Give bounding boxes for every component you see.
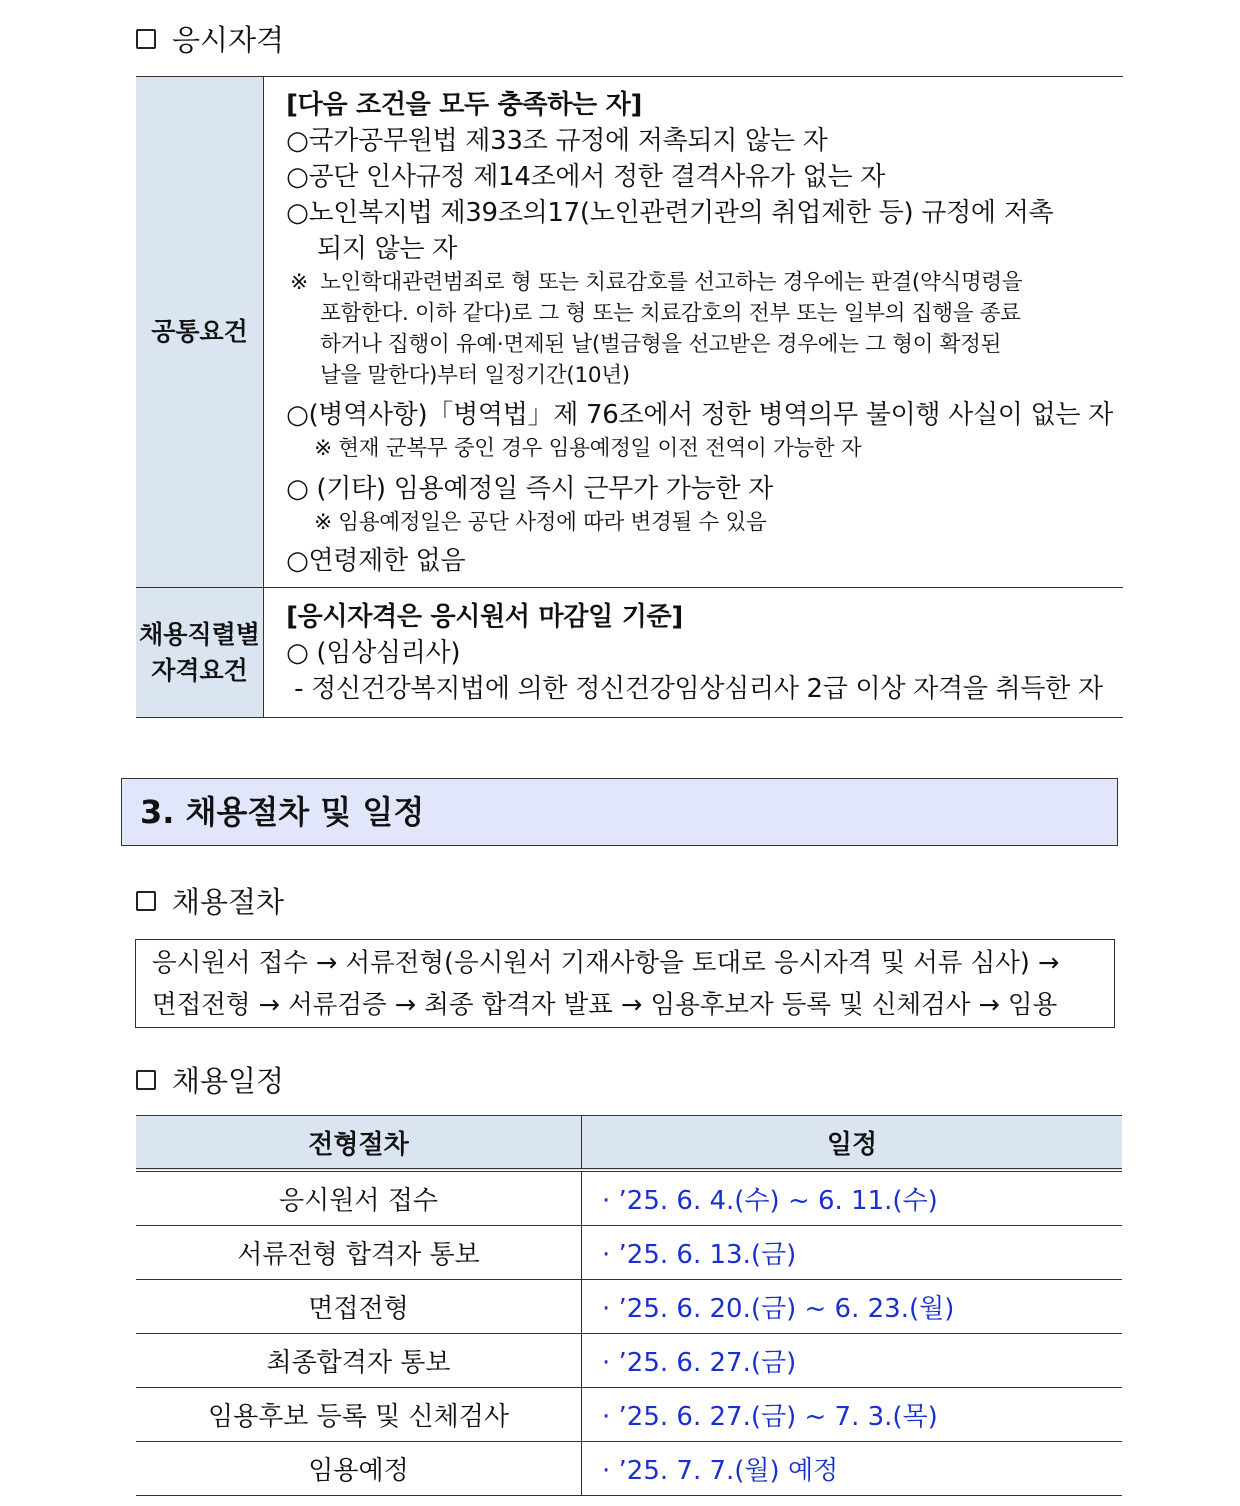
section-title-text: 채용절차 [172,885,285,919]
section-3-heading: 3. 채용절차 및 일정 [121,778,1118,846]
procedure-line-1: 응시원서 접수 → 서류전형(응시원서 기재사항을 토대로 응시자격 및 서류 심사) → [152,948,1060,978]
position-requirements-content [264,588,1123,718]
section-title-text: 응시자격 [172,23,285,57]
common-item-3-line1: ○노인복지법 제39조의17(노인관련기관의 취업제한 등) 규정에 저촉 [286,198,1054,228]
checkbox-square-icon [136,1070,156,1090]
note-line: 날을 말한다)부터 일정기간(10년) [320,363,630,388]
header-stage: 전형절차 [136,1116,582,1171]
table-row [136,1170,1122,1226]
table-row [136,1226,1122,1280]
stage-cell: 서류전형 합격자 통보 [136,1226,582,1280]
stage-cell: 응시원서 접수 [136,1170,582,1226]
common-item-1: ○국가공무원법 제33조 규정에 저촉되지 않는 자 [286,126,828,156]
schedule-table [136,1115,1122,1496]
date-cell: · ’25. 6. 20.(금) ~ 6. 23.(월) [582,1280,1123,1334]
note-text [320,267,1022,391]
common-requirements-content [264,77,1123,588]
date-cell: · ’25. 6. 4.(수) ~ 6. 11.(수) [582,1170,1123,1226]
common-item-4: ○(병역사항)「병역법」제 76조에서 정한 병역의무 불이행 사실이 없는 자 [286,400,1113,430]
note-line: 하거나 집행이 유예·면제된 날(벌금형을 선고받은 경우에는 그 형이 확정된 [320,332,1002,357]
qualification-table [136,76,1123,718]
common-heading: [다음 조건을 모두 충족하는 자] [286,90,643,120]
stage-cell: 면접전형 [136,1280,582,1334]
procedure-line-2: 면접전형 → 서류검증 → 최종 합격자 발표 → 임용후보자 등록 및 신체검사 → 임용 [152,990,1058,1020]
schedule-header-row [136,1116,1122,1171]
position-item-1-detail: - 정신건강복지법에 의한 정신건강임상심리사 2급 이상 자격을 취득한 자 [294,674,1103,704]
header-date: 일정 [582,1116,1123,1171]
common-item-2: ○공단 인사규정 제14조에서 정한 결격사유가 없는 자 [286,162,886,192]
table-row [136,1280,1122,1334]
common-item-5: ○ (기타) 임용예정일 즉시 근무가 가능한 자 [286,474,773,504]
section-title-qualification [136,18,284,59]
section-title-schedule [136,1059,284,1100]
stage-cell: 임용후보 등록 및 신체검사 [136,1388,582,1442]
date-cell: · ’25. 6. 27.(금) [582,1334,1123,1388]
common-requirements-row [136,77,1123,588]
common-item-4-note: ※ 현재 군복무 중인 경우 임용예정일 이전 전역이 가능한 자 [314,436,862,461]
section-title-procedure [136,880,284,921]
date-cell: · ’25. 6. 13.(금) [582,1226,1123,1280]
position-requirements-row [136,588,1123,718]
common-item-3-line2: 되지 않는 자 [317,234,458,264]
position-item-1: ○ (임상심리사) [286,638,461,668]
section-title-text: 채용일정 [172,1064,285,1098]
position-label-line1: 채용직렬별 [139,619,260,649]
date-cell: · ’25. 7. 7.(월) 예정 [582,1442,1123,1496]
date-cell: · ’25. 6. 27.(금) ~ 7. 3.(목) [582,1388,1123,1442]
table-row [136,1442,1122,1496]
stage-cell: 임용예정 [136,1442,582,1496]
table-row [136,1334,1122,1388]
checkbox-square-icon [136,891,156,911]
checkbox-square-icon [136,29,156,49]
note-line: 노인학대관련범죄로 형 또는 치료감호를 선고하는 경우에는 판결(약식명령을 [320,270,1023,295]
common-item-3-note [286,267,1113,391]
table-row [136,1388,1122,1442]
note-line: 포함한다. 이하 같다)로 그 형 또는 치료감호의 전부 또는 일부의 집행을 종료 [320,301,1021,326]
position-heading: [응시자격은 응시원서 마감일 기준] [286,602,683,632]
common-item-6: ○연령제한 없음 [286,546,466,576]
note-mark: ※ [290,270,308,295]
procedure-box [135,939,1115,1028]
common-item-5-note: ※ 임용예정일은 공단 사정에 따라 변경될 수 있음 [314,510,767,535]
position-requirements-label [136,588,264,718]
stage-cell: 최종합격자 통보 [136,1334,582,1388]
position-label-line2: 자격요건 [151,655,248,685]
common-requirements-label: 공통요건 [136,77,264,588]
